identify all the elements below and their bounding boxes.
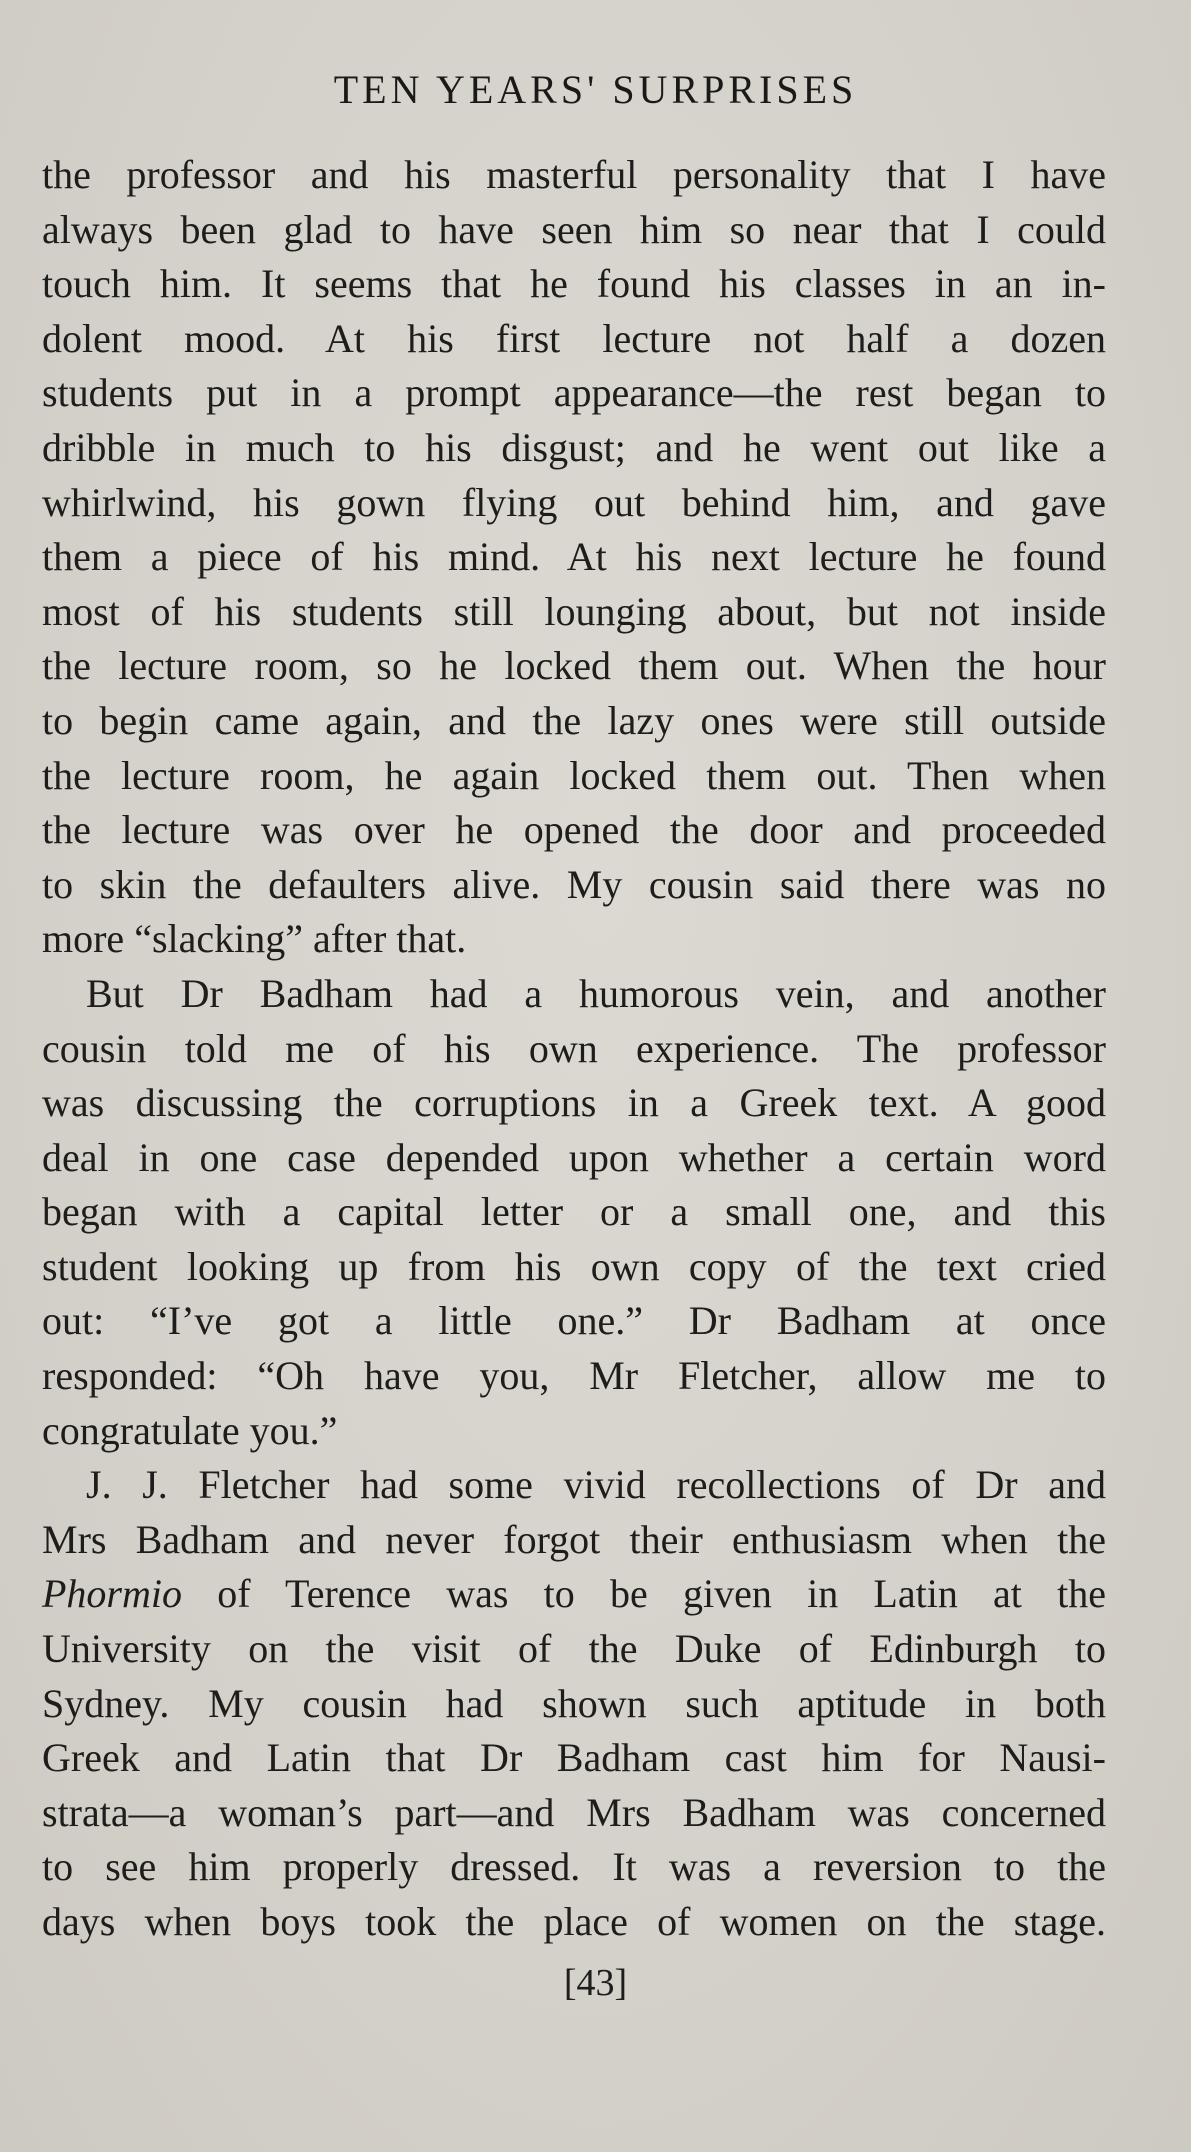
text-line-26: Mrs Badham and never forgot their enthusiasm when the (42, 1516, 1106, 1562)
text-line-27-rest: of Terence was to be given in Latin at the (217, 1571, 1107, 1617)
text-line-8: them a piece of his mind. At his next lecture he found (42, 534, 1106, 580)
text-line-21: student looking up from his own copy of the text cried (42, 1243, 1106, 1289)
text-line-4: dolent mood. At his first lecture not half a dozen (42, 315, 1106, 361)
text-line-22: out: “I’ve got a little one.” Dr Badham at once (42, 1298, 1106, 1344)
text-line-23: responded: “Oh have you, Mr Fletcher, allow me to (42, 1353, 1106, 1399)
text-line-10: the lecture room, so he locked them out. When the hour (42, 643, 1106, 689)
text-line-12: the lecture room, he again locked them out. Then when (42, 752, 1106, 798)
text-line-20: began with a capital letter or a small one, and this (42, 1189, 1106, 1235)
text-line-30: Greek and Latin that Dr Badham cast him for Nausi- (42, 1735, 1106, 1781)
running-head: TEN YEARS' SURPRISES (333, 67, 858, 112)
text-line-14: to skin the defaulters alive. My cousin said there was no (42, 861, 1106, 907)
text-line-33: days when boys took the place of women on the stage. (42, 1899, 1106, 1944)
text-line-29: Sydney. My cousin had shown such aptitude in both (42, 1680, 1106, 1726)
text-line-2: always been glad to have seen him so near that I could (42, 206, 1106, 252)
text-line-18: was discussing the corruptions in a Greek text. A good (42, 1080, 1106, 1126)
page-number: [43] (563, 1962, 628, 2004)
italic-title: Phormio (42, 1571, 182, 1617)
text-line-7: whirlwind, his gown flying out behind him, and gave (42, 479, 1106, 525)
text-line-31: strata—a woman’s part—and Mrs Badham was concerned (42, 1789, 1106, 1835)
body-text (42, 148, 1106, 1950)
text-line-32: to see him properly dressed. It was a reversion to the (42, 1844, 1106, 1890)
text-line-24: congratulate you.” (42, 1407, 338, 1453)
text-line-19: deal in one case depended upon whether a certain word (42, 1134, 1106, 1180)
text-line-9: most of his students still lounging about, but not inside (42, 588, 1106, 634)
text-line-6: dribble in much to his disgust; and he went out like a (42, 424, 1106, 470)
text-line-25: J. J. Fletcher had some vivid recollections of Dr and (86, 1462, 1106, 1508)
text-line-5: students put in a prompt appearance—the rest began to (42, 370, 1106, 416)
text-line-17: cousin told me of his own experience. The professor (42, 1025, 1106, 1071)
text-line-16: But Dr Badham had a humorous vein, and another (86, 970, 1106, 1016)
text-line-27 (42, 1567, 1106, 1622)
text-line-11: to begin came again, and the lazy ones were still outside (42, 697, 1106, 743)
text-line-13: the lecture was over he opened the door and proceeded (42, 807, 1106, 853)
text-line-1: the professor and his masterful personality that I have (42, 152, 1106, 197)
text-line-15: more “slacking” after that. (42, 916, 467, 962)
text-line-28: University on the visit of the Duke of Edinburgh to (42, 1626, 1106, 1672)
text-line-3: touch him. It seems that he found his classes in an in- (42, 261, 1106, 307)
